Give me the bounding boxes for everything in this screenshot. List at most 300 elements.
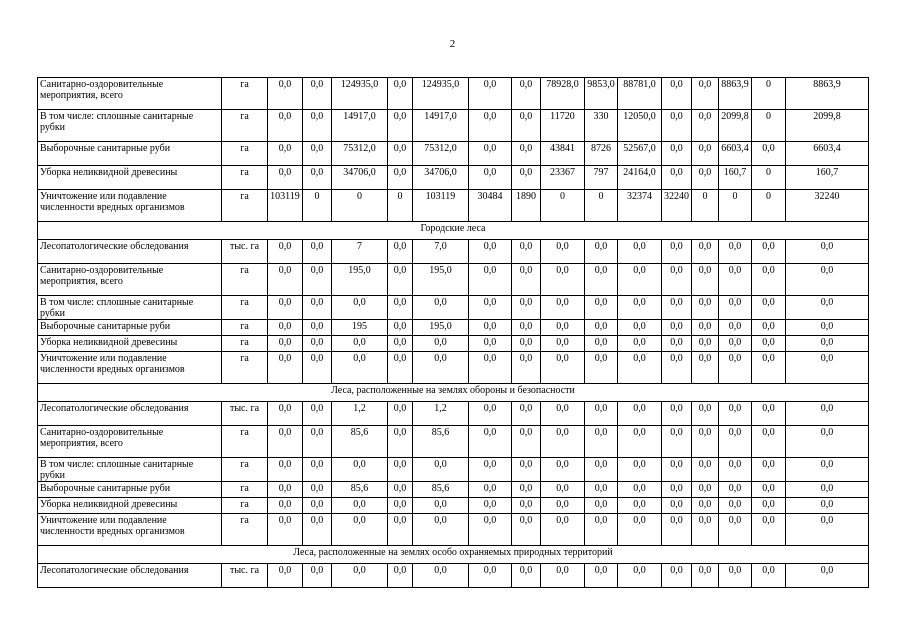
table-row (38, 402, 869, 426)
row-unit: га (222, 142, 268, 166)
table-cell: 0,0 (692, 320, 719, 336)
table-cell: 0,0 (585, 482, 618, 498)
row-activity-name: Уничтожение или подавление численности вредных организмов (38, 352, 222, 384)
table-cell: 0,0 (303, 110, 332, 142)
table-cell: 0,0 (692, 110, 719, 142)
table-cell: 0,0 (618, 482, 662, 498)
section-header-row (38, 546, 869, 564)
table-cell: 0,0 (388, 426, 413, 458)
table-cell: 0,0 (541, 336, 585, 352)
table-cell: 8726 (585, 142, 618, 166)
table-cell: 0,0 (413, 514, 469, 546)
table-cell: 0,0 (413, 498, 469, 514)
table-cell: 0,0 (662, 458, 692, 482)
table-cell: 0,0 (268, 264, 303, 296)
table-cell: 0,0 (469, 142, 512, 166)
table-cell: 0,0 (618, 240, 662, 264)
table-cell: 0,0 (469, 402, 512, 426)
table-cell: 0,0 (786, 458, 869, 482)
table-cell: 0,0 (692, 458, 719, 482)
table-cell: 0,0 (512, 402, 541, 426)
table-cell: 2099,8 (786, 110, 869, 142)
table-cell: 0,0 (388, 78, 413, 110)
table-cell: 0,0 (662, 336, 692, 352)
table-cell: 124935,0 (413, 78, 469, 110)
row-activity-name: Уборка неликвидной древесины (38, 336, 222, 352)
table-cell: 0,0 (752, 240, 786, 264)
table-row (38, 564, 869, 588)
table-cell: 0,0 (268, 142, 303, 166)
table-cell: 7 (332, 240, 388, 264)
table-cell: 0,0 (719, 336, 752, 352)
table-cell: 1,2 (413, 402, 469, 426)
table-cell: 0,0 (662, 482, 692, 498)
table-cell: 0,0 (303, 78, 332, 110)
table-cell: 0,0 (692, 514, 719, 546)
table-cell: 0,0 (268, 166, 303, 190)
table-cell: 0,0 (512, 458, 541, 482)
table-cell: 0,0 (469, 514, 512, 546)
table-cell: 0,0 (786, 296, 869, 320)
table-cell: 0,0 (585, 402, 618, 426)
table-cell: 0,0 (413, 564, 469, 588)
row-activity-name: Санитарно-оздоровительные мероприятия, всего (38, 426, 222, 458)
row-activity-name: Уборка неликвидной древесины (38, 498, 222, 514)
table-cell: 160,7 (719, 166, 752, 190)
table-cell: 0 (752, 78, 786, 110)
table-cell: 0,0 (303, 336, 332, 352)
section-title: Городские леса (38, 222, 869, 240)
table-cell: 0,0 (268, 296, 303, 320)
section-title: Леса, расположенные на землях особо охраняемых природных территорий (38, 546, 869, 564)
table-cell: 0,0 (512, 110, 541, 142)
table-cell: 0,0 (512, 564, 541, 588)
table-cell: 0,0 (388, 320, 413, 336)
table-row (38, 78, 869, 110)
table-cell: 0,0 (413, 352, 469, 384)
table-cell: 0,0 (268, 352, 303, 384)
table-cell: 2099,8 (719, 110, 752, 142)
table-cell: 0,0 (752, 142, 786, 166)
table-cell: 0,0 (541, 458, 585, 482)
table-cell: 0,0 (719, 482, 752, 498)
table-row (38, 320, 869, 336)
table-cell: 0,0 (388, 296, 413, 320)
row-unit: га (222, 458, 268, 482)
table-cell: 0,0 (752, 564, 786, 588)
table-cell: 0,0 (469, 296, 512, 320)
table-cell: 0,0 (618, 352, 662, 384)
table-cell: 14917,0 (332, 110, 388, 142)
table-cell: 0,0 (662, 142, 692, 166)
row-activity-name: Лесопатологические обследования (38, 402, 222, 426)
table-cell: 12050,0 (618, 110, 662, 142)
row-unit: га (222, 482, 268, 498)
table-cell: 0 (752, 190, 786, 222)
table-cell: 0,0 (692, 336, 719, 352)
table-cell: 0,0 (585, 426, 618, 458)
table-cell: 0,0 (692, 142, 719, 166)
table-cell: 0,0 (388, 336, 413, 352)
table-cell: 0,0 (303, 264, 332, 296)
table-cell: 23367 (541, 166, 585, 190)
table-cell: 0,0 (618, 296, 662, 320)
table-cell: 8863,9 (786, 78, 869, 110)
table-cell: 34706,0 (332, 166, 388, 190)
table-cell: 0 (752, 166, 786, 190)
table-cell: 0,0 (303, 166, 332, 190)
table-cell: 43841 (541, 142, 585, 166)
row-activity-name: Санитарно-оздоровительные мероприятия, всего (38, 264, 222, 296)
row-activity-name: Выборочные санитарные руби (38, 320, 222, 336)
table-row (38, 498, 869, 514)
table-cell: 0,0 (662, 240, 692, 264)
table-cell: 195,0 (332, 264, 388, 296)
table-cell: 0,0 (585, 564, 618, 588)
table-cell: 0,0 (469, 482, 512, 498)
table-cell: 0,0 (662, 498, 692, 514)
table-cell: 0,0 (692, 352, 719, 384)
table-cell: 0,0 (786, 402, 869, 426)
table-cell: 0,0 (662, 514, 692, 546)
table-cell: 0,0 (469, 166, 512, 190)
table-cell: 0 (388, 190, 413, 222)
table-cell: 0,0 (692, 240, 719, 264)
row-activity-name: В том числе: сплошные санитарные рубки (38, 458, 222, 482)
table-cell: 0,0 (469, 78, 512, 110)
table-cell: 0,0 (268, 78, 303, 110)
table-cell: 0,0 (388, 110, 413, 142)
table-cell: 0,0 (469, 352, 512, 384)
table-cell: 0,0 (692, 426, 719, 458)
table-cell: 0,0 (303, 352, 332, 384)
table-cell: 0,0 (719, 426, 752, 458)
table-cell: 0,0 (512, 336, 541, 352)
table-cell: 0,0 (512, 142, 541, 166)
table-cell: 0,0 (719, 458, 752, 482)
table-cell: 32374 (618, 190, 662, 222)
table-cell: 0,0 (512, 482, 541, 498)
table-cell: 0,0 (388, 264, 413, 296)
table-cell: 0,0 (662, 320, 692, 336)
table-cell: 0,0 (662, 296, 692, 320)
table-cell: 9853,0 (585, 78, 618, 110)
row-activity-name: Лесопатологические обследования (38, 564, 222, 588)
row-activity-name: Уборка неликвидной древесины (38, 166, 222, 190)
table-cell: 0,0 (752, 482, 786, 498)
table-cell: 0,0 (268, 240, 303, 264)
row-unit: га (222, 190, 268, 222)
table-cell: 78928,0 (541, 78, 585, 110)
table-cell: 0,0 (719, 514, 752, 546)
table-cell: 0,0 (268, 320, 303, 336)
table-cell: 0,0 (618, 264, 662, 296)
table-cell: 0,0 (541, 402, 585, 426)
table-cell: 1,2 (332, 402, 388, 426)
table-cell: 0,0 (585, 264, 618, 296)
table-cell: 0,0 (618, 458, 662, 482)
table-cell: 6603,4 (786, 142, 869, 166)
table-row (38, 352, 869, 384)
table-cell: 0,0 (585, 498, 618, 514)
table-cell: 0,0 (719, 264, 752, 296)
table-cell: 34706,0 (413, 166, 469, 190)
table-cell: 0,0 (512, 514, 541, 546)
table-cell: 0,0 (541, 564, 585, 588)
table-row (38, 426, 869, 458)
table-cell: 0,0 (268, 458, 303, 482)
table-cell: 0,0 (388, 352, 413, 384)
table-row (38, 482, 869, 498)
table-cell: 0,0 (512, 498, 541, 514)
table-cell: 0,0 (662, 78, 692, 110)
table-cell: 0,0 (541, 264, 585, 296)
table-cell: 0,0 (388, 166, 413, 190)
table-cell: 0,0 (469, 564, 512, 588)
table-cell: 0,0 (541, 240, 585, 264)
table-cell: 24164,0 (618, 166, 662, 190)
table-cell: 85,6 (413, 482, 469, 498)
table-cell: 0,0 (541, 352, 585, 384)
table-cell: 0,0 (786, 564, 869, 588)
table-cell: 0,0 (786, 264, 869, 296)
row-unit: га (222, 426, 268, 458)
table-cell: 0,0 (541, 498, 585, 514)
row-activity-name: В том числе: сплошные санитарные рубки (38, 296, 222, 320)
table-cell: 0,0 (303, 320, 332, 336)
table-row (38, 336, 869, 352)
table-cell: 85,6 (332, 482, 388, 498)
table-cell: 0,0 (303, 240, 332, 264)
row-unit: тыс. га (222, 564, 268, 588)
table-cell: 0,0 (692, 296, 719, 320)
table-row (38, 240, 869, 264)
table-cell: 0,0 (618, 426, 662, 458)
table-cell: 0 (692, 190, 719, 222)
table-cell: 0,0 (413, 336, 469, 352)
table-cell: 0,0 (719, 498, 752, 514)
table-cell: 0,0 (332, 564, 388, 588)
table-cell: 0,0 (268, 514, 303, 546)
table-cell: 0,0 (512, 240, 541, 264)
row-activity-name: Выборочные санитарные руби (38, 142, 222, 166)
table-cell: 0,0 (469, 264, 512, 296)
table-cell: 0,0 (719, 564, 752, 588)
table-cell: 0,0 (752, 336, 786, 352)
table-cell: 0,0 (512, 166, 541, 190)
table-cell: 0,0 (332, 336, 388, 352)
table-cell: 0,0 (413, 296, 469, 320)
row-unit: га (222, 110, 268, 142)
table-cell: 0,0 (585, 320, 618, 336)
table-cell: 7,0 (413, 240, 469, 264)
table-cell: 0,0 (268, 336, 303, 352)
table-cell: 0,0 (719, 352, 752, 384)
table-cell: 0,0 (303, 142, 332, 166)
table-cell: 797 (585, 166, 618, 190)
table-cell: 0,0 (662, 110, 692, 142)
table-cell: 195,0 (413, 320, 469, 336)
table-cell: 0,0 (692, 166, 719, 190)
table-cell: 85,6 (413, 426, 469, 458)
table-cell: 0,0 (786, 320, 869, 336)
table-cell: 0,0 (719, 402, 752, 426)
table-cell: 0,0 (303, 426, 332, 458)
table-row (38, 264, 869, 296)
table-cell: 0,0 (469, 498, 512, 514)
table-cell: 0,0 (332, 498, 388, 514)
table-cell: 0,0 (512, 320, 541, 336)
table-cell: 0,0 (719, 296, 752, 320)
table-cell: 0,0 (303, 296, 332, 320)
table-cell: 0,0 (512, 426, 541, 458)
table-cell: 0,0 (662, 402, 692, 426)
table-cell: 0,0 (585, 296, 618, 320)
row-unit: га (222, 78, 268, 110)
table-cell: 0,0 (469, 336, 512, 352)
row-activity-name: В том числе: сплошные санитарные рубки (38, 110, 222, 142)
table-cell: 0,0 (692, 564, 719, 588)
table-cell: 0,0 (469, 110, 512, 142)
table-cell: 103119 (268, 190, 303, 222)
table-cell: 0,0 (618, 514, 662, 546)
table-cell: 0,0 (332, 514, 388, 546)
section-header-row (38, 222, 869, 240)
table-cell: 0,0 (541, 296, 585, 320)
table-cell: 0,0 (388, 498, 413, 514)
table-cell: 0,0 (469, 458, 512, 482)
table-cell: 0,0 (786, 514, 869, 546)
table-cell: 88781,0 (618, 78, 662, 110)
table-cell: 0,0 (752, 514, 786, 546)
table-cell: 0,0 (388, 458, 413, 482)
row-activity-name: Лесопатологические обследования (38, 240, 222, 264)
table-row (38, 514, 869, 546)
table-cell: 0,0 (541, 426, 585, 458)
table-cell: 0 (332, 190, 388, 222)
table-cell: 0,0 (692, 402, 719, 426)
row-unit: га (222, 264, 268, 296)
row-unit: тыс. га (222, 402, 268, 426)
row-activity-name: Выборочные санитарные руби (38, 482, 222, 498)
table-cell: 0,0 (786, 240, 869, 264)
table-cell: 0,0 (303, 564, 332, 588)
table-cell: 30484 (469, 190, 512, 222)
table-cell: 0,0 (413, 458, 469, 482)
table-cell: 0,0 (585, 336, 618, 352)
table-cell: 0,0 (786, 498, 869, 514)
row-unit: га (222, 320, 268, 336)
table-cell: 0,0 (752, 296, 786, 320)
table-cell: 0,0 (541, 514, 585, 546)
table-cell: 0,0 (332, 352, 388, 384)
table-cell: 124935,0 (332, 78, 388, 110)
table-cell: 0,0 (268, 564, 303, 588)
section-header-row (38, 384, 869, 402)
table-cell: 0,0 (662, 166, 692, 190)
table-cell: 0,0 (388, 514, 413, 546)
table-cell: 0,0 (786, 352, 869, 384)
table-cell: 0,0 (332, 296, 388, 320)
table-cell: 0,0 (268, 402, 303, 426)
table-cell: 1890 (512, 190, 541, 222)
table-cell: 0,0 (662, 564, 692, 588)
table-cell: 0,0 (585, 514, 618, 546)
table-cell: 0,0 (618, 564, 662, 588)
table-cell: 0 (752, 110, 786, 142)
table-cell: 6603,4 (719, 142, 752, 166)
table-cell: 0,0 (585, 458, 618, 482)
table-cell: 0,0 (752, 320, 786, 336)
table-cell: 0,0 (512, 296, 541, 320)
table-cell: 0,0 (388, 142, 413, 166)
table-cell: 8863,9 (719, 78, 752, 110)
table-cell: 195,0 (413, 264, 469, 296)
row-activity-name: Санитарно-оздоровительные мероприятия, всего (38, 78, 222, 110)
table-cell: 0 (719, 190, 752, 222)
table-cell: 14917,0 (413, 110, 469, 142)
table-cell: 0,0 (469, 240, 512, 264)
table-cell: 0,0 (662, 426, 692, 458)
table-cell: 0,0 (752, 498, 786, 514)
table-cell: 0,0 (268, 498, 303, 514)
table-cell: 0,0 (618, 402, 662, 426)
table-cell: 0,0 (786, 426, 869, 458)
row-unit: га (222, 498, 268, 514)
table-cell: 0,0 (618, 320, 662, 336)
table-cell: 0,0 (752, 402, 786, 426)
table-row (38, 142, 869, 166)
table-cell: 32240 (662, 190, 692, 222)
table-cell: 0,0 (786, 336, 869, 352)
table-cell: 0 (303, 190, 332, 222)
table-cell: 0,0 (752, 352, 786, 384)
table-cell: 0,0 (388, 564, 413, 588)
table-cell: 103119 (413, 190, 469, 222)
row-unit: га (222, 166, 268, 190)
row-unit: га (222, 352, 268, 384)
table-cell: 0,0 (303, 458, 332, 482)
table-cell: 0 (541, 190, 585, 222)
table-cell: 0 (585, 190, 618, 222)
table-row (38, 190, 869, 222)
table-cell: 75312,0 (413, 142, 469, 166)
table-cell: 0,0 (303, 482, 332, 498)
section-title: Леса, расположенные на землях обороны и безопасности (38, 384, 869, 402)
page-number: 2 (449, 38, 456, 50)
table-cell: 0,0 (719, 320, 752, 336)
table-cell: 11720 (541, 110, 585, 142)
table-cell: 0,0 (692, 264, 719, 296)
table-row (38, 110, 869, 142)
table-cell: 0,0 (469, 320, 512, 336)
table-row (38, 166, 869, 190)
table-cell: 195 (332, 320, 388, 336)
table-cell: 0,0 (585, 240, 618, 264)
row-unit: тыс. га (222, 240, 268, 264)
row-activity-name: Уничтожение или подавление численности вредных организмов (38, 514, 222, 546)
table-cell: 0,0 (692, 498, 719, 514)
row-unit: га (222, 296, 268, 320)
table-cell: 0,0 (618, 336, 662, 352)
forest-protection-table (37, 77, 869, 588)
table-cell: 0,0 (752, 264, 786, 296)
table-cell: 52567,0 (618, 142, 662, 166)
table-cell: 0,0 (512, 264, 541, 296)
table-cell: 160,7 (786, 166, 869, 190)
table-cell: 0,0 (303, 402, 332, 426)
table-cell: 0,0 (388, 482, 413, 498)
